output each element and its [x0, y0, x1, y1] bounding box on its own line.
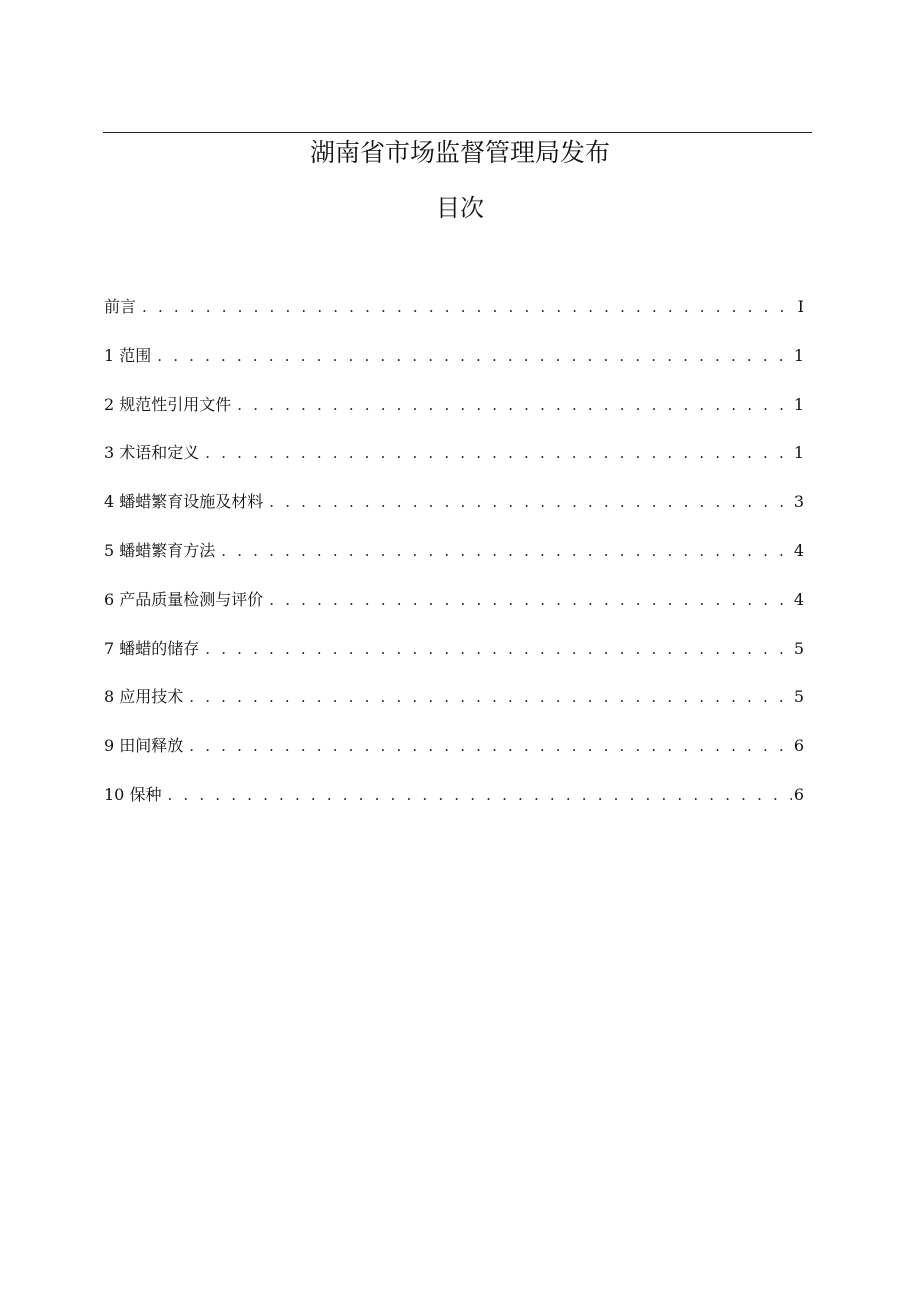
- toc-entry-terms-definitions[interactable]: [104, 440, 804, 489]
- toc-leader-dots: [205, 440, 792, 466]
- toc-entry-label: 8 应用技术: [104, 687, 184, 707]
- toc-entry-page: 1: [793, 394, 804, 414]
- toc-leader-dots: [269, 587, 792, 613]
- toc-entry-label: 2 规范性引用文件: [104, 394, 232, 414]
- toc-entry-page: 4: [793, 589, 804, 609]
- toc-entry-page: 6: [793, 736, 804, 756]
- toc-entry-page: I: [797, 297, 804, 316]
- toc-entry-label: 9 田间释放: [104, 736, 184, 756]
- toc-entry-label: 4 蟠蜡繁育设施及材料: [104, 492, 264, 512]
- toc-leader-dots: [269, 489, 792, 515]
- toc-entry-page: 5: [793, 638, 804, 658]
- toc-entry-application[interactable]: [104, 684, 804, 733]
- toc-leader-dots: [205, 636, 792, 662]
- toc-entry-label: 10 保种: [104, 784, 162, 804]
- toc-leader-dots: [237, 392, 792, 418]
- toc-entry-page: 5: [793, 687, 804, 707]
- toc-entry-field-release[interactable]: [104, 733, 804, 782]
- toc-title: 目次: [436, 194, 484, 222]
- toc-entry-page: 1: [793, 345, 804, 365]
- toc-leader-dots: [167, 782, 791, 808]
- toc-leader-dots: [157, 343, 792, 369]
- toc-leader-dots: [221, 538, 792, 564]
- toc-entry-label: 6 产品质量检测与评价: [104, 589, 264, 609]
- publisher-line: 湖南省市场监督管理局发布: [309, 138, 610, 167]
- toc-entry-page: 1: [793, 443, 804, 463]
- toc-leader-dots: [189, 684, 792, 710]
- toc-entry-page: 4: [793, 540, 804, 560]
- toc-entry-preface[interactable]: [104, 294, 804, 343]
- table-of-contents: [104, 294, 804, 831]
- toc-entry-page: 6: [793, 784, 804, 804]
- toc-leader-dots: [142, 294, 796, 320]
- toc-entry-label: 5 蟠蜡繁育方法: [104, 540, 216, 560]
- toc-entry-label: 7 蟠蜡的储存: [104, 638, 200, 658]
- toc-entry-breeding-methods[interactable]: [104, 538, 804, 587]
- toc-entry-label: 1 范围: [104, 345, 152, 365]
- toc-entry-germplasm-conservation[interactable]: [104, 782, 804, 831]
- toc-entry-normative-references[interactable]: [104, 392, 804, 441]
- toc-entry-quality-testing[interactable]: [104, 587, 804, 636]
- toc-entry-label: 前言: [104, 297, 137, 316]
- toc-entry-facilities-materials[interactable]: [104, 489, 804, 538]
- toc-leader-dots: [189, 733, 792, 759]
- top-rule: [103, 132, 812, 133]
- toc-entry-label: 3 术语和定义: [104, 443, 200, 463]
- toc-entry-scope[interactable]: [104, 343, 804, 392]
- toc-entry-page: 3: [793, 492, 804, 512]
- toc-entry-storage[interactable]: [104, 636, 804, 685]
